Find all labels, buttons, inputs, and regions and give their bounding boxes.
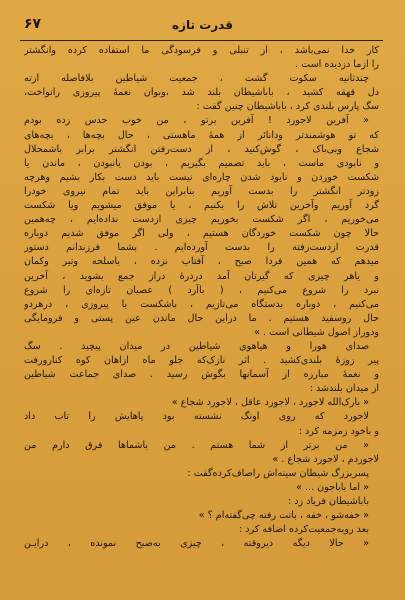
text-line: شجاع وبی‌باک ، گوش‌کنید ، از دست‌رفتن انگشتر برابر باشمحلال <box>24 143 379 155</box>
running-title: قدرت تازه <box>172 18 233 32</box>
text-line: می‌کنیم ، دوباره بدستگاه می‌تازیم ، باشکست یا پیروزی ، درهردو <box>24 298 379 310</box>
text-line: سگ پارس بلندی کرد ، باباشیطان چنین گفت : <box>196 101 379 113</box>
text-line: بعد روبه‌جمعیت‌کرده اضافه کرد : <box>238 524 369 536</box>
text-line: حال روسفید هستیم . ما دراین حال ماندن عین پستی و فرومایگی <box>24 312 379 324</box>
text-line: پسربزرگ شیطان سینه‌اش راصاف‌کرده‌گفت : <box>187 467 369 479</box>
text-line: ودوراز اصول شیطانی است . » <box>254 326 379 338</box>
text-line: پیر زوزهٔ بلندی‌کشید . اثر نازک‌که جلو ماه ازاهان کوه کنارورفت <box>24 355 379 367</box>
text-line: دل قهقه کشید ، باباشیطان بلند شد ،وبوان نغمهٔ پیروزی راتواخت، <box>24 87 379 99</box>
text-line: چندثانیه سکوت گشت ، جمعیت شیاطین بلافاصله ازته <box>24 73 369 85</box>
text-line: کار خدا نمی‌باشد ، از تنبلی و فرسودگی ما استفاده کرده وانگشتر <box>24 45 379 56</box>
page-number: ۶۷ <box>24 16 42 32</box>
text-line: و نابودی ماست ، باید تصمیم بگیریم ، بودن یانبودن ، ماندن یا <box>24 157 379 169</box>
text-line: لاجورد که روی اونگ نشسته بود پاهایش را تاب داد <box>24 411 369 423</box>
text-line: و باخود زمزمه کرد : <box>298 425 379 437</box>
text-line: زودتر انگشتر را بدست آوریم بنابراین باید تمام نیروی خودرا <box>24 185 379 197</box>
text-line: و یاهر چیزی که گیرتان آمد دردرهٔ دراز جمع بشوید ، آخرین <box>24 270 379 282</box>
text-line: نبرد را شروع می‌کنیم ، ( باآرد ) عصیان تازه‌ای را شروع <box>24 284 379 296</box>
text-line: « من برتر از شما هستم . من باشماها فرق دارم من <box>24 439 369 451</box>
text-line: « حالا دیگه دیرو‌قته ، چیزی به‌صبح نمونده ، درایـن <box>24 538 369 550</box>
text-line: صدای هورا و هیاهوی شیاطین در میدان پیچید . سگ <box>24 340 369 352</box>
text-line: و نغمهٔ مبارزه از آسمانها بگوش رسید . صدای جماعت شیاطین <box>24 369 379 381</box>
text-line: گرد آوریم وآخرین تلاش را بکنیم ، یا موفق میشویم ویا شکست <box>24 200 379 212</box>
text-line: « آفرین لاجورد ! آفرین برتو ، من خوب حدس زده بودم <box>24 115 369 127</box>
text-line: باباشیطان فریاد زد : <box>288 496 369 507</box>
text-line: « بارک‌الله لاجورد ، لاجورد عاقل ، لاجورد شجاع » <box>171 397 369 409</box>
text-line: « خفه‌شو ، خفه ، باتت رفته چی‌گفته‌ام ؟ » <box>198 510 369 522</box>
text-line: « اما باباجون ... » <box>296 481 369 493</box>
page-header <box>20 16 385 38</box>
text-line: لاجوردم ، لاجورد شجاع . » <box>272 453 379 465</box>
text-line: میدهم که همین فردا صبح ، آفتاب نزده ، باسلحه وتیر وکمان <box>24 256 379 268</box>
text-line: می‌خوریم ، اگر شکست بخوریم چیزی ازدست نداده‌ایم ، چه‌همین <box>24 214 379 226</box>
text-line: قدرت ازدست‌رفته را بدست آورده‌ایم . بشما فرزندانم دستور <box>24 242 379 254</box>
text-line: شکست خوردن و نابود شدن چاره‌ای نیست باید دست بکار بشیم وهرچه <box>24 171 379 183</box>
header-rule <box>20 40 383 41</box>
text-line: از میدان بلندشد : <box>309 383 379 395</box>
body-text <box>24 44 379 551</box>
text-line: حالا چون شکست خوردگان هستیم ، ولی اگر موفق شدیم دوباره <box>24 228 379 240</box>
text-line: را ازما دزدیده است . <box>295 59 379 71</box>
text-line: که تو هوشمندتر ودانائر از همهٔ ماهستی ، حال بچه‌ها ، بچه‌های <box>24 129 379 141</box>
